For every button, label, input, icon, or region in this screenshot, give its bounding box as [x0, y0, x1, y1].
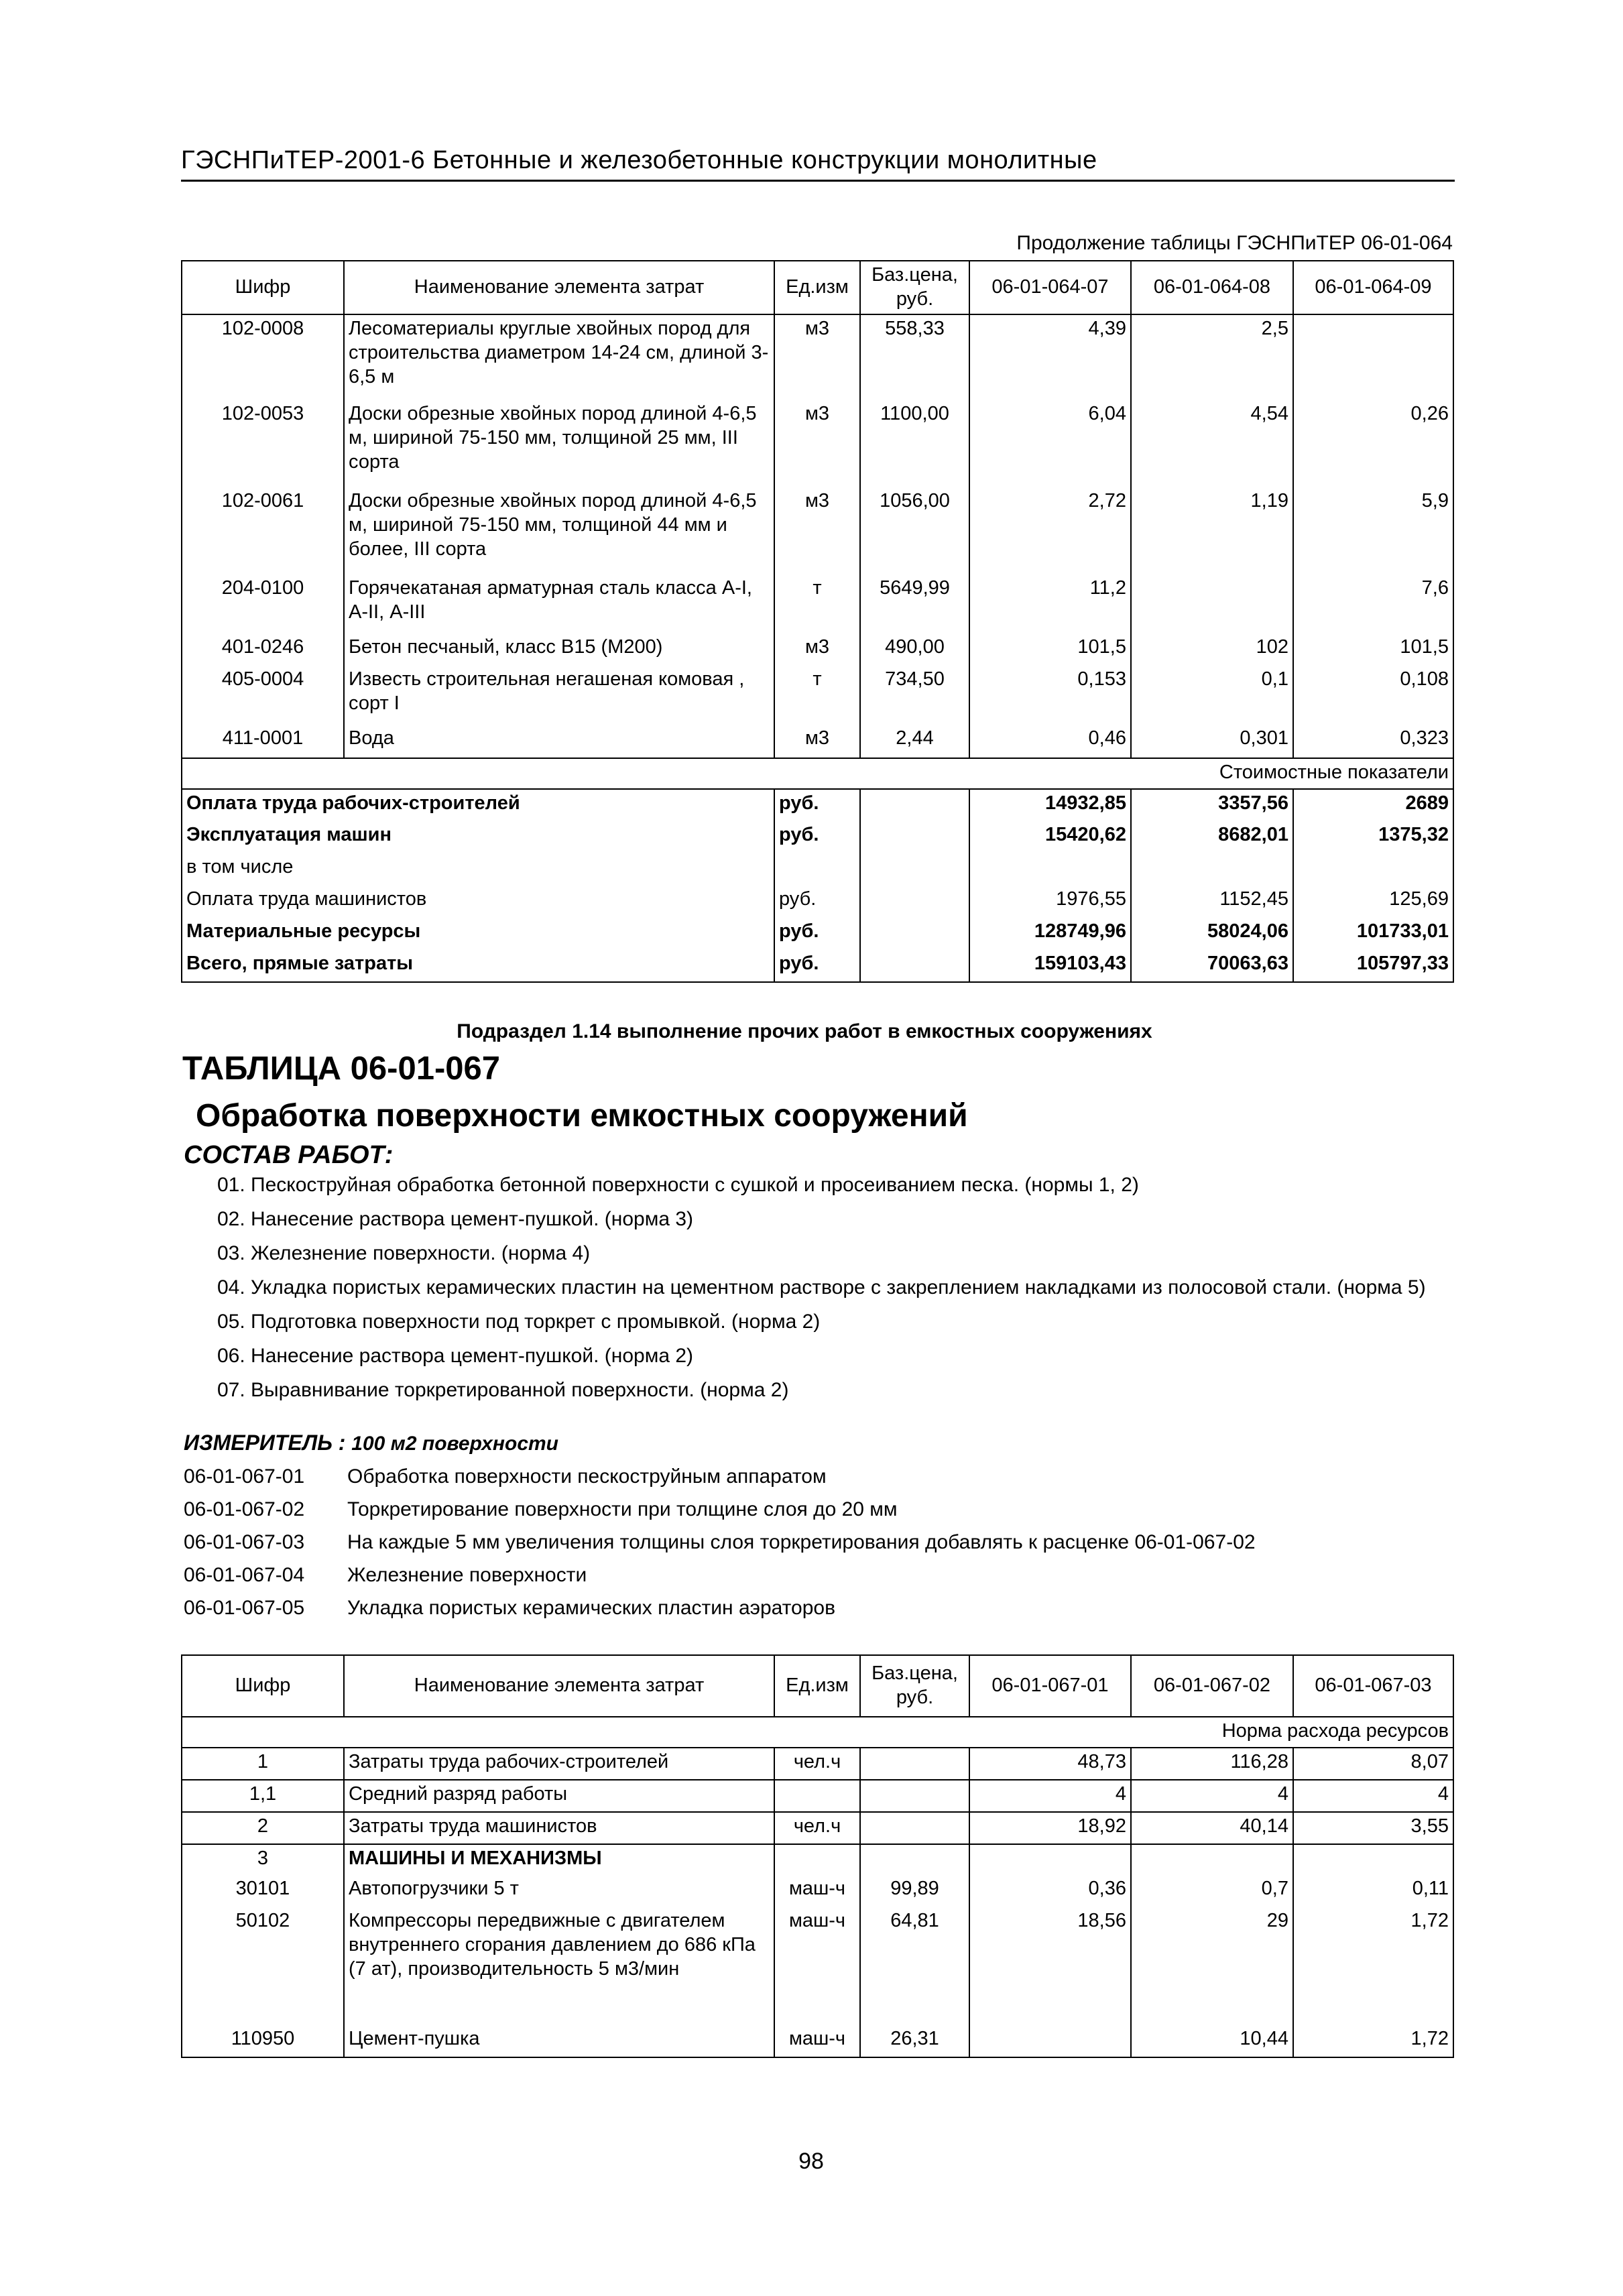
cell-code: 102-0008	[182, 314, 344, 400]
summary-value: 159103,43	[969, 950, 1131, 982]
summary-unit: руб.	[774, 918, 860, 950]
cell-name: Компрессоры передвижные с двигателем внутреннего сгорания давлением до 686 кПа (7 ат), производительность 5 м3/мин	[344, 1907, 774, 2025]
table-row	[182, 725, 1453, 758]
cell-value: 40,14	[1131, 1812, 1293, 1844]
cost-indicators-row	[182, 758, 1453, 789]
cell-price: 490,00	[860, 633, 969, 666]
norm-code: 06-01-067-01	[184, 1465, 305, 1488]
cell-code: 2	[182, 1812, 344, 1844]
cell-price: 64,81	[860, 1907, 969, 2025]
summary-label: Оплата труда рабочих-строителей	[182, 789, 774, 821]
column-header-unit: Ед.изм	[774, 261, 860, 314]
cell-unit: т	[774, 575, 860, 633]
cell-name: Автопогрузчики 5 т	[344, 1875, 774, 1907]
summary-value: 2689	[1293, 789, 1453, 821]
table-header-row	[182, 261, 1453, 314]
cell-value: 0,11	[1293, 1875, 1453, 1907]
cell-value: 0,323	[1293, 725, 1453, 758]
page-number: 98	[798, 2149, 824, 2174]
cell-name: Вода	[344, 725, 774, 758]
cell-code: 110950	[182, 2025, 344, 2057]
table-row	[182, 1748, 1453, 1780]
table-row	[182, 2025, 1453, 2057]
norm-text: На каждые 5 мм увеличения толщины слоя торкретирования добавлять к расценке 06-01-067-02	[347, 1531, 1256, 1553]
cell-value: 0,301	[1131, 725, 1293, 758]
cell-value: 4,54	[1131, 400, 1293, 487]
cell-name: Доски обрезные хвойных пород длиной 4-6,5 м, шириной 75-150 мм, толщиной 25 мм, III сорта	[344, 400, 774, 487]
work-item: 07. Выравнивание торкретированной поверхности. (норма 2)	[217, 1379, 789, 1401]
cell-unit: м3	[774, 725, 860, 758]
summary-value: 1152,45	[1131, 886, 1293, 918]
cell-price: 558,33	[860, 314, 969, 400]
cell-value: 1,72	[1293, 2025, 1453, 2057]
cell-price: 734,50	[860, 666, 969, 725]
summary-price	[860, 853, 969, 886]
cost-indicators-label: Стоимостные показатели	[182, 758, 1453, 789]
table-row	[182, 1875, 1453, 1907]
summary-row	[182, 918, 1453, 950]
cell-value: 0,108	[1293, 666, 1453, 725]
norm-text: Торкретирование поверхности при толщине слоя до 20 мм	[347, 1498, 898, 1520]
summary-value	[1293, 853, 1453, 886]
cell-unit: м3	[774, 314, 860, 400]
summary-label: Эксплуатация машин	[182, 821, 774, 853]
column-header-norm-03: 06-01-067-03	[1293, 1655, 1453, 1717]
summary-value: 58024,06	[1131, 918, 1293, 950]
cell-code: 1,1	[182, 1780, 344, 1812]
norm-item	[184, 1531, 1453, 1564]
cell-value: 1,19	[1131, 487, 1293, 575]
table-row	[182, 487, 1453, 575]
work-item: 04. Укладка пористых керамических пластин на цементном растворе с закреплением накладками из полосовой стали. (норма 5)	[217, 1276, 1426, 1298]
cell-value: 8,07	[1293, 1748, 1453, 1780]
cell-name: Доски обрезные хвойных пород длиной 4-6,5 м, шириной 75-150 мм, толщиной 44 мм и более, III сорта	[344, 487, 774, 575]
norm-text: Обработка поверхности пескоструйным аппаратом	[347, 1465, 827, 1488]
table-row	[182, 575, 1453, 633]
cell-value: 101,5	[969, 633, 1131, 666]
cell-unit: чел.ч	[774, 1812, 860, 1844]
cell-value: 2,5	[1131, 314, 1293, 400]
measurement-label: ИЗМЕРИТЕЛЬ :	[184, 1431, 352, 1455]
cell-value: 18,92	[969, 1812, 1131, 1844]
work-item: 05. Подготовка поверхности под торкрет с промывкой. (норма 2)	[217, 1311, 821, 1333]
summary-unit: руб.	[774, 950, 860, 982]
cell-value: 102	[1131, 633, 1293, 666]
cell-price: 26,31	[860, 2025, 969, 2057]
cell-value: 6,04	[969, 400, 1131, 487]
summary-value: 14932,85	[969, 789, 1131, 821]
work-item: 02. Нанесение раствора цемент-пушкой. (норма 3)	[217, 1208, 694, 1230]
summary-value: 70063,63	[1131, 950, 1293, 982]
norm-list	[184, 1465, 1453, 1630]
table-row	[182, 666, 1453, 725]
cell-value: 2,72	[969, 487, 1131, 575]
summary-price	[860, 918, 969, 950]
summary-row	[182, 853, 1453, 886]
column-header-code: Шифр	[182, 1655, 344, 1717]
table-row	[182, 1780, 1453, 1812]
column-header-name: Наименование элемента затрат	[344, 1655, 774, 1717]
cell-unit: маш-ч	[774, 1875, 860, 1907]
cell-value: 18,56	[969, 1907, 1131, 2025]
summary-price	[860, 789, 969, 821]
running-header: ГЭСНПиТЕР-2001-6 Бетонные и железобетонные конструкции монолитные	[181, 146, 1097, 174]
column-header-norm-08: 06-01-064-08	[1131, 261, 1293, 314]
cell-name: Известь строительная негашеная комовая , сорт I	[344, 666, 774, 725]
cell-unit: маш-ч	[774, 1907, 860, 2025]
cell-name: Затраты труда рабочих-строителей	[344, 1748, 774, 1780]
cell-value: 48,73	[969, 1748, 1131, 1780]
cell-code: 102-0061	[182, 487, 344, 575]
cell-value	[1131, 1844, 1293, 1875]
cell-price: 99,89	[860, 1875, 969, 1907]
column-header-name: Наименование элемента затрат	[344, 261, 774, 314]
column-header-unit: Ед.изм	[774, 1655, 860, 1717]
cell-value	[1293, 1844, 1453, 1875]
table-row	[182, 400, 1453, 487]
table-row	[182, 633, 1453, 666]
summary-label: Всего, прямые затраты	[182, 950, 774, 982]
summary-row	[182, 950, 1453, 982]
norm-code: 06-01-067-04	[184, 1564, 305, 1586]
norm-code: 06-01-067-05	[184, 1597, 305, 1619]
summary-row	[182, 886, 1453, 918]
cell-value: 29	[1131, 1907, 1293, 2025]
cell-price: 5649,99	[860, 575, 969, 633]
cell-value: 0,36	[969, 1875, 1131, 1907]
table-subject: Обработка поверхности емкостных сооружений	[196, 1098, 968, 1134]
summary-row	[182, 789, 1453, 821]
cell-name: Лесоматериалы круглые хвойных пород для строительства диаметром 14-24 см, длиной 3-6,5 м	[344, 314, 774, 400]
header-rule	[181, 180, 1455, 182]
cell-value: 11,2	[969, 575, 1131, 633]
summary-value: 128749,96	[969, 918, 1131, 950]
cell-value: 4	[969, 1780, 1131, 1812]
norm-item	[184, 1498, 1453, 1531]
cell-value: 10,44	[1131, 2025, 1293, 2057]
summary-value: 125,69	[1293, 886, 1453, 918]
column-header-norm-09: 06-01-064-09	[1293, 261, 1453, 314]
column-header-norm-01: 06-01-067-01	[969, 1655, 1131, 1717]
summary-value: 15420,62	[969, 821, 1131, 853]
cell-name: МАШИНЫ И МЕХАНИЗМЫ	[344, 1844, 774, 1875]
summary-row	[182, 821, 1453, 853]
summary-price	[860, 821, 969, 853]
cell-value: 101,5	[1293, 633, 1453, 666]
resource-table-067	[181, 1654, 1454, 2058]
cell-price	[860, 1812, 969, 1844]
cell-value: 0,46	[969, 725, 1131, 758]
table-row	[182, 314, 1453, 400]
cell-code: 401-0246	[182, 633, 344, 666]
cell-value	[969, 1844, 1131, 1875]
cell-value: 1,72	[1293, 1907, 1453, 2025]
summary-price	[860, 950, 969, 982]
cell-unit: м3	[774, 400, 860, 487]
work-item: 03. Железнение поверхности. (норма 4)	[217, 1242, 591, 1264]
column-header-price: Баз.цена, руб.	[860, 261, 969, 314]
table-header-row	[182, 1655, 1453, 1717]
table-row	[182, 1907, 1453, 2025]
cell-unit: м3	[774, 487, 860, 575]
summary-value: 101733,01	[1293, 918, 1453, 950]
summary-value: 105797,33	[1293, 950, 1453, 982]
cell-unit	[774, 1844, 860, 1875]
norm-header-label: Норма расхода ресурсов	[182, 1717, 1453, 1748]
column-header-price: Баз.цена, руб.	[860, 1655, 969, 1717]
cell-name: Горячекатаная арматурная сталь класса А-I, А-II, А-III	[344, 575, 774, 633]
column-header-code: Шифр	[182, 261, 344, 314]
summary-unit: руб.	[774, 789, 860, 821]
work-composition-list	[184, 1172, 1453, 1411]
norm-code: 06-01-067-03	[184, 1531, 305, 1553]
summary-value: 3357,56	[1131, 789, 1293, 821]
subsection-title: Подраздел 1.14 выполнение прочих работ в емкостных сооружениях	[457, 1020, 1152, 1042]
work-item: 06. Нанесение раствора цемент-пушкой. (норма 2)	[217, 1345, 694, 1367]
summary-value: 8682,01	[1131, 821, 1293, 853]
resource-table-064	[181, 260, 1454, 983]
summary-unit: руб.	[774, 886, 860, 918]
table-continuation-label: Продолжение таблицы ГЭСНПиТЕР 06-01-064	[1016, 232, 1453, 254]
summary-value	[1131, 853, 1293, 886]
norm-item	[184, 1465, 1453, 1498]
cell-unit: м3	[774, 633, 860, 666]
cell-unit: чел.ч	[774, 1748, 860, 1780]
cell-code: 50102	[182, 1907, 344, 2025]
norm-item	[184, 1597, 1453, 1630]
cell-value: 0,7	[1131, 1875, 1293, 1907]
cell-value: 3,55	[1293, 1812, 1453, 1844]
table-row	[182, 1844, 1453, 1875]
cell-value	[1293, 314, 1453, 400]
summary-value	[969, 853, 1131, 886]
cell-value: 4,39	[969, 314, 1131, 400]
cell-value: 5,9	[1293, 487, 1453, 575]
cell-code: 411-0001	[182, 725, 344, 758]
cell-code: 3	[182, 1844, 344, 1875]
measurement-value: 100 м2 поверхности	[351, 1433, 558, 1455]
summary-label: Материальные ресурсы	[182, 918, 774, 950]
cell-name: Цемент-пушка	[344, 2025, 774, 2057]
cell-price	[860, 1748, 969, 1780]
table-title: ТАБЛИЦА 06-01-067	[182, 1050, 501, 1087]
column-header-norm-07: 06-01-064-07	[969, 261, 1131, 314]
cell-unit: т	[774, 666, 860, 725]
cell-price: 1056,00	[860, 487, 969, 575]
norm-text: Укладка пористых керамических пластин аэраторов	[347, 1597, 836, 1619]
cell-value: 4	[1293, 1780, 1453, 1812]
cell-value: 116,28	[1131, 1748, 1293, 1780]
cell-price: 1100,00	[860, 400, 969, 487]
summary-value: 1976,55	[969, 886, 1131, 918]
cell-name: Средний разряд работы	[344, 1780, 774, 1812]
summary-unit: руб.	[774, 821, 860, 853]
table-row	[182, 1812, 1453, 1844]
cell-value: 0,153	[969, 666, 1131, 725]
column-header-norm-02: 06-01-067-02	[1131, 1655, 1293, 1717]
cell-value: 0,1	[1131, 666, 1293, 725]
cell-value: 4	[1131, 1780, 1293, 1812]
summary-label: Оплата труда машинистов	[182, 886, 774, 918]
work-item: 01. Пескоструйная обработка бетонной поверхности с сушкой и просеиванием песка. (нормы 1, 2)	[217, 1174, 1139, 1196]
cell-value: 7,6	[1293, 575, 1453, 633]
cell-price: 2,44	[860, 725, 969, 758]
work-composition-heading: СОСТАВ РАБОТ:	[184, 1141, 394, 1169]
norm-code: 06-01-067-02	[184, 1498, 305, 1520]
cell-unit: маш-ч	[774, 2025, 860, 2057]
cell-value	[1131, 575, 1293, 633]
summary-label: в том числе	[182, 853, 774, 886]
cell-unit	[774, 1780, 860, 1812]
cell-price	[860, 1780, 969, 1812]
cell-name: Бетон песчаный, класс В15 (М200)	[344, 633, 774, 666]
cell-value: 0,26	[1293, 400, 1453, 487]
measurement-unit	[184, 1431, 558, 1455]
cell-code: 405-0004	[182, 666, 344, 725]
summary-unit	[774, 853, 860, 886]
cell-value	[969, 2025, 1131, 2057]
summary-price	[860, 886, 969, 918]
cell-price	[860, 1844, 969, 1875]
norm-item	[184, 1564, 1453, 1597]
norm-header-row	[182, 1717, 1453, 1748]
norm-text: Железнение поверхности	[347, 1564, 587, 1586]
cell-code: 204-0100	[182, 575, 344, 633]
cell-code: 1	[182, 1748, 344, 1780]
cell-code: 30101	[182, 1875, 344, 1907]
cell-code: 102-0053	[182, 400, 344, 487]
cell-name: Затраты труда машинистов	[344, 1812, 774, 1844]
summary-value: 1375,32	[1293, 821, 1453, 853]
